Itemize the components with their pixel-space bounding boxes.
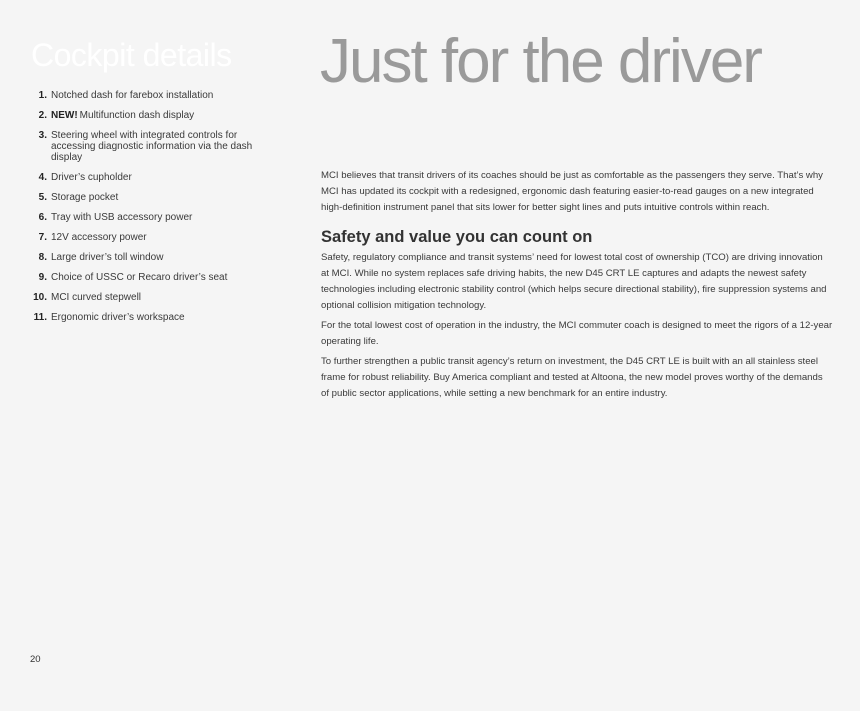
list-item-number: 5. xyxy=(38,192,47,203)
list-item xyxy=(30,232,270,243)
page-title: Just for the driver xyxy=(320,27,761,96)
new-badge: NEW! xyxy=(51,110,78,121)
section-heading: Safety and value you can count on xyxy=(321,228,593,246)
list-item-text xyxy=(51,312,270,323)
list-item-text xyxy=(51,172,270,183)
list-item xyxy=(30,252,270,263)
list-item-text xyxy=(51,232,270,243)
body-paragraph: Safety, regulatory compliance and transit systems’ need for lowest total cost of ownership (TCO) are driving innovation at MCI. While no system replaces safe driving habits, the new D45 CRT LE captures and adapts the newest safety technologies including electronic stability control (which helps secure directional stability), fire suppression systems and optional collision mitigation technology. xyxy=(321,252,827,311)
list-item xyxy=(30,192,270,203)
sidebar-title: Cockpit details xyxy=(31,37,232,73)
list-item xyxy=(30,110,270,121)
body-paragraph: To further strengthen a public transit agency’s return on investment, the D45 CRT LE is built with an all stainless steel frame for robust reliability. Buy America compliant and tested at Altoona, the new model proves worthy of the demands of public sector applications, while setting a new benchmark for an entire industry. xyxy=(321,356,823,399)
list-item xyxy=(30,130,270,163)
intro-paragraph: MCI believes that transit drivers of its coaches should be just as comfortable as the passengers they serve. That’s why MCI has updated its cockpit with a redesigned, ergonomic dash featuring easier-to-read gauges on a new integrated high-definition instrument panel that sits lower for better sight lines and puts intuitive controls within reach. xyxy=(321,170,823,213)
list-item xyxy=(30,172,270,183)
list-item-number: 1. xyxy=(38,90,47,101)
list-item-number: 7. xyxy=(38,232,47,243)
list-item-text xyxy=(51,90,270,101)
list-item-label: 12V accessory power xyxy=(51,232,147,243)
list-item-text xyxy=(51,110,270,121)
list-item-number: 4. xyxy=(38,172,47,183)
list-item-number: 6. xyxy=(38,212,47,223)
list-item-label: Steering wheel with integrated controls for accessing diagnostic information via the dash display xyxy=(51,130,253,163)
list-item xyxy=(30,90,270,101)
list-item-label: Multifunction dash display xyxy=(79,110,195,121)
main-content xyxy=(321,168,833,406)
list-item-label: Storage pocket xyxy=(51,192,119,203)
list-item-text xyxy=(51,272,270,283)
list-item-label: Notched dash for farebox installation xyxy=(51,90,214,101)
feature-list xyxy=(30,90,270,332)
list-item-label: Large driver’s toll window xyxy=(51,252,164,263)
list-item-label: Driver’s cupholder xyxy=(51,172,132,183)
list-item-text xyxy=(51,212,270,223)
list-item-text xyxy=(51,292,270,303)
list-item xyxy=(30,272,270,283)
list-item-label: Choice of USSC or Recaro driver’s seat xyxy=(51,272,228,283)
list-item-label: Ergonomic driver’s workspace xyxy=(51,312,185,323)
list-item-label: Tray with USB accessory power xyxy=(51,212,193,223)
page-number: 20 xyxy=(30,654,41,665)
list-item-text xyxy=(51,252,270,263)
list-item-number: 10. xyxy=(33,292,47,303)
list-item-number: 3. xyxy=(38,130,47,141)
list-item-number: 11. xyxy=(33,312,47,323)
list-item xyxy=(30,292,270,303)
list-item-number: 9. xyxy=(38,272,47,283)
list-item-text xyxy=(51,192,270,203)
list-item-label: MCI curved stepwell xyxy=(51,292,142,303)
list-item xyxy=(30,312,270,323)
list-item xyxy=(30,212,270,223)
list-item-number: 2. xyxy=(38,110,47,121)
list-item-text xyxy=(51,130,270,163)
list-item-number: 8. xyxy=(38,252,47,263)
body-paragraph: For the total lowest cost of operation in the industry, the MCI commuter coach is designed to meet the rigors of a 12-year operating life. xyxy=(321,320,833,347)
